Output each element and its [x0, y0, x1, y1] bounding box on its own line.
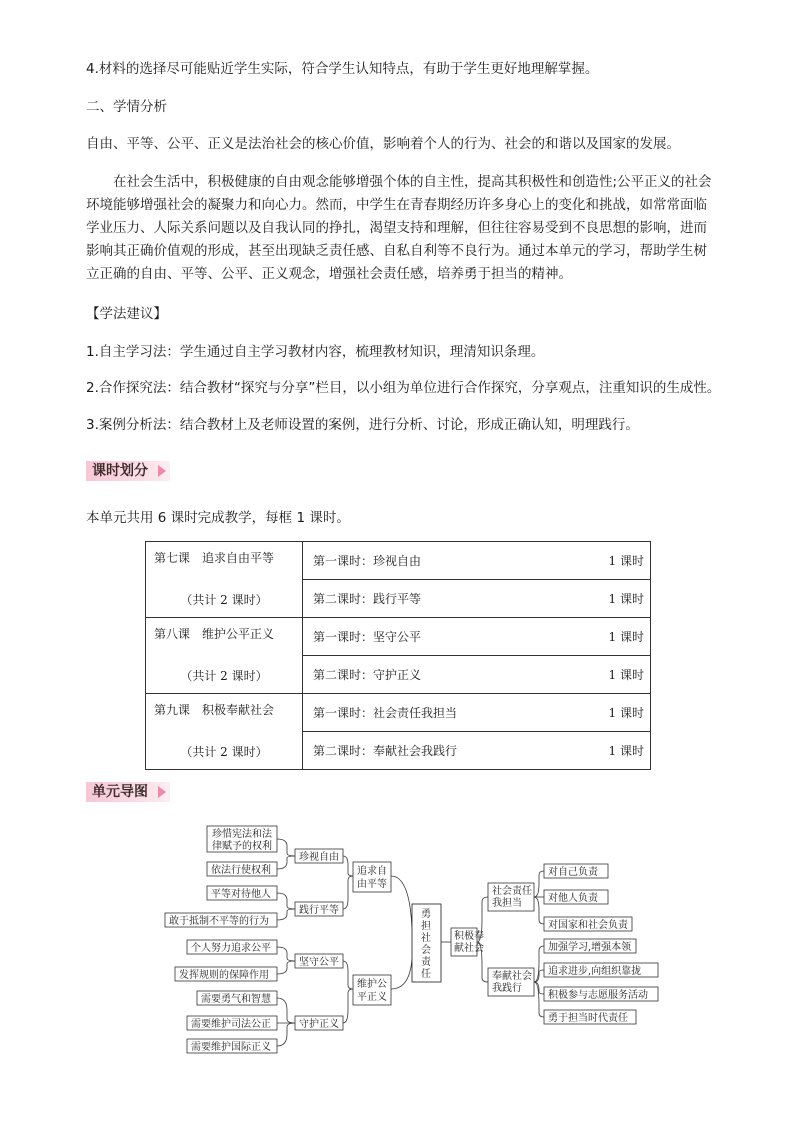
mindmap-leaf: 勇于担当时代责任: [548, 1013, 628, 1024]
mindmap-center-char: 社: [421, 933, 431, 944]
heading-study-method: 【学法建议】: [86, 306, 167, 322]
lesson-name: 第一课时：社会责任我担当: [313, 706, 458, 720]
mindmap-leaf: 需要勇气和智慧: [201, 994, 271, 1005]
mindmap-leaf: 需要维护司法公正: [191, 1019, 271, 1030]
course-total: （共计 2 课时）: [180, 745, 268, 759]
course-total: （共计 2 课时）: [180, 593, 268, 607]
schedule-intro: 本单元共用 6 课时完成教学，每框 1 课时。: [86, 510, 350, 526]
mindmap-connectors: [277, 839, 544, 1046]
mindmap-left-mid: [353, 862, 391, 1005]
course-name: 第八课 维护公平正义: [154, 627, 275, 641]
mindmap-center-char: 担: [421, 921, 431, 932]
heading-learning-analysis: 二、学情分析: [86, 99, 167, 115]
mindmap-leaf: 敢于抵制不平等的行为: [169, 916, 269, 927]
mindmap-leaf: 对国家和社会负责: [548, 920, 628, 931]
mindmap-right-topics: [488, 883, 534, 996]
lesson-name: 第一课时：坚守公平: [313, 630, 422, 644]
mindmap-leaf: 对他人负责: [548, 893, 598, 904]
mindmap-center-char: 任: [421, 969, 431, 980]
mindmap-topic-line: 奉献社会: [492, 971, 532, 982]
method-cooperative: 2.合作探究法：结合教材“探究与分享”栏目，以小组为单位进行合作探究，分享观点，注重知识的生成性。: [86, 380, 721, 396]
lesson-name: 第二课时：守护正义: [313, 668, 422, 682]
mindmap-topic: 珍视自由: [299, 852, 339, 863]
mindmap-center-char: 会: [421, 945, 431, 956]
mindmap-right-mid: [451, 928, 484, 956]
mindmap-left-topics: [295, 849, 343, 1030]
mindmap-mid-line: 献社会: [454, 943, 484, 954]
mindmap-mid-line: 追求自: [357, 866, 387, 877]
mindmap-center: [412, 904, 441, 982]
course-name: 第七课 追求自由平等: [154, 551, 275, 565]
mindmap-mid-line: 由平等: [357, 879, 387, 890]
mindmap-leaf: 依法行使权利: [211, 865, 271, 876]
mindmap-leaf-line: 律赋予的权利: [212, 841, 272, 852]
method-case-study: 3.案例分析法：结合教材上及老师设置的案例，进行分析、讨论，形成正确认知，明理践行。: [86, 417, 639, 433]
mindmap-topic: 践行平等: [299, 905, 339, 916]
mindmap-topic-line: 我践行: [492, 983, 522, 994]
lesson-hours: 1 课时: [608, 554, 644, 568]
section-title-schedule-label: 课时划分: [92, 463, 148, 479]
mindmap-leaf: 个人努力追求公平: [191, 943, 271, 954]
method-self-study: 1.自主学习法：学生通过自主学习教材内容，梳理教材知识，理清知识条理。: [86, 344, 545, 360]
lesson-hours: 1 课时: [608, 592, 644, 606]
lesson-hours: 1 课时: [608, 706, 644, 720]
mindmap-leaf: 需要维护国际正义: [191, 1042, 271, 1053]
paragraph-material: 4.材料的选择尽可能贴近学生实际，符合学生认知特点，有助于学生更好地理解掌握。: [86, 61, 599, 77]
mindmap-topic-line: 社会责任: [492, 886, 532, 897]
mindmap-center-char: 责: [421, 957, 431, 968]
mindmap-left-leaves: [165, 826, 277, 1053]
mindmap-mid-line: 维护公: [357, 979, 387, 990]
mindmap-leaf: 发挥规则的保障作用: [179, 970, 269, 981]
mindmap-leaf: 对自己负责: [548, 867, 598, 878]
mindmap-leaf-line: 珍惜宪法和法: [212, 829, 272, 840]
mindmap-topic-line: 我担当: [492, 898, 522, 909]
mindmap-right-leaves: [544, 864, 658, 1024]
lesson-name: 第二课时：奉献社会我践行: [313, 744, 458, 758]
lesson-name: 第二课时：践行平等: [313, 592, 422, 606]
course-total: （共计 2 课时）: [180, 669, 268, 683]
lesson-hours: 1 课时: [608, 630, 644, 644]
mindmap-leaf: 加强学习,增强本领: [548, 942, 632, 953]
course-name: 第九课 积极奉献社会: [154, 703, 275, 717]
lesson-name: 第一课时：珍视自由: [313, 554, 422, 568]
lesson-hours: 1 课时: [608, 744, 644, 758]
paragraph-core-values: 自由、平等、公平、正义是法治社会的核心价值，影响着个人的行为、社会的和谐以及国家的发展。: [86, 136, 680, 152]
paragraph-social-life: 在社会生活中，积极健康的自由观念能够增强个体的自主性，提高其积极性和创造性;公平正义的社会环境能够增强社会的凝聚力和向心力。然而，中学生在青春期经历许多身心上的变化和挑战，如常常面临学业压力、人际关系问题以及自我认同的挣扎，渴望支持和理解，但往往容易受到不良思想的影响，进而影响其正确价值观的形成，甚至出现缺乏责任感、自私自利等不良行为。通过本单元的学习，帮助学生树立正确的自由、平等、公平、正义观念，增强社会责任感，培养勇于担当的精神。: [86, 174, 712, 282]
mindmap-center-char: 勇: [421, 909, 431, 920]
mindmap-topic: 守护正义: [299, 1019, 339, 1030]
mindmap-mid-line: 平正义: [357, 992, 387, 1003]
section-title-mindmap-label: 单元导图: [92, 784, 148, 800]
mindmap-leaf: 追求进步,向组织靠拢: [548, 966, 642, 977]
lesson-hours: 1 课时: [608, 668, 644, 682]
mindmap-mid-line: 积极奉: [454, 931, 484, 942]
mindmap-topic: 坚守公平: [299, 957, 339, 968]
mindmap-leaf: 平等对待他人: [211, 889, 271, 900]
mindmap-leaf: 积极参与志愿服务活动: [548, 990, 648, 1001]
